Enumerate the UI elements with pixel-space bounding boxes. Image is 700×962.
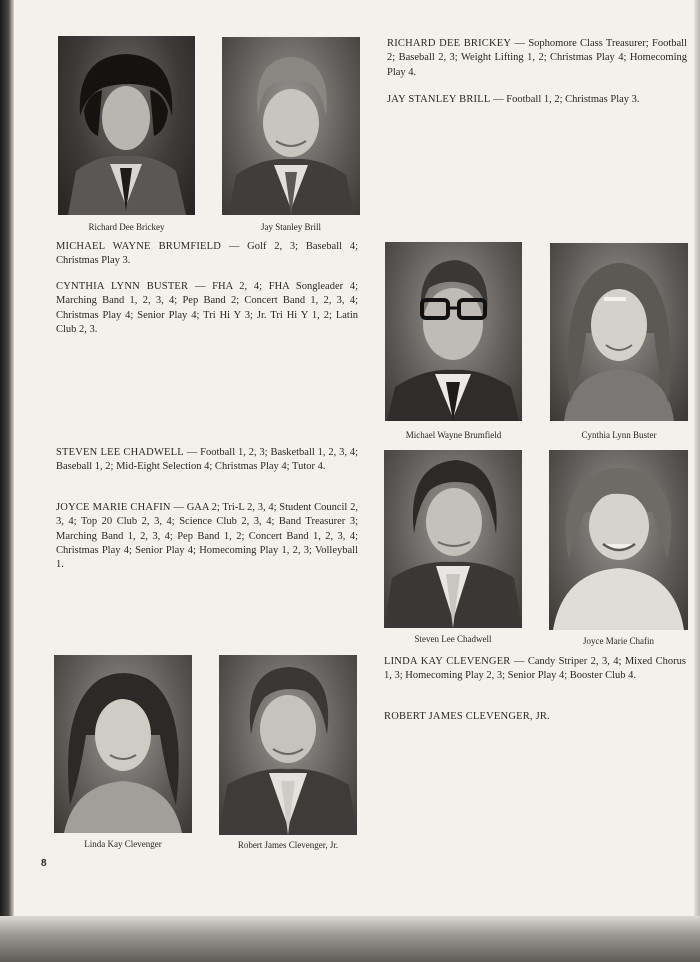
bio-name: ROBERT JAMES CLEVENGER, JR. xyxy=(384,711,550,722)
portrait-photo-buster xyxy=(550,243,688,421)
portrait-photo-robert-clevenger xyxy=(219,655,357,835)
bio-robert-clevenger xyxy=(384,710,686,724)
bio-text: — Football 1, 2, 3; Basketball 1, 2, 3, 4; Baseball 1, 2; Mid-Eight Selection 4; Christmas Play 4; Tutor 4. xyxy=(56,447,358,473)
page-bottom-shadow xyxy=(0,916,700,962)
bio-name: CYNTHIA LYNN BUSTER xyxy=(56,281,189,292)
bio-name: LINDA KAY CLEVENGER xyxy=(384,656,511,667)
portrait-photo-linda-clevenger xyxy=(54,655,192,833)
bio-text: — Sophomore Class Treasurer; Football 2; Baseball 2, 3; Weight Lifting 1, 2; Christmas Play 4; Homecoming Play 4. xyxy=(387,38,687,78)
bio-buster xyxy=(56,280,358,337)
bio-text: — GAA 2; Tri-L 2, 3, 4; Student Council 2, 3, 4; Top 20 Club 2, 3, 4; Science Club 2, 3, 4; Band Treasurer 3; Marching Band 1, 2, 3, 4; Pep Band 1, 2; Concert Band 1, 2, 3, 4; Christmas Play 4; Senior Play 4; Homecoming Play 1, 2, 3; Volleyball 1. xyxy=(56,502,358,571)
bio-name: STEVEN LEE CHADWELL xyxy=(56,447,184,458)
bio-name: MICHAEL WAYNE BRUMFIELD xyxy=(56,241,222,252)
bio-brumfield xyxy=(56,240,358,269)
bio-chadwell xyxy=(56,446,358,475)
bio-text: — FHA 2, 4; FHA Songleader 4; Marching Band 1, 2, 3, 4; Pep Band 2; Concert Band 1, 2, 3, 4; Christmas Play 4; Senior Play 4; Tri Hi Y 3; Jr. Tri Hi Y 1, 2; Latin Club 2, 3. xyxy=(56,281,358,335)
bio-brickey xyxy=(387,37,687,80)
bio-text: — Candy Striper 2, 3, 4; Mixed Chorus 1, 3; Homecoming Play 2, 3; Senior Play 4; Booster Club 4. xyxy=(384,656,686,682)
caption-chadwell: Steven Lee Chadwell xyxy=(414,634,492,644)
bio-text: — Golf 2, 3; Baseball 4; Christmas Play 3. xyxy=(56,241,358,267)
page-edge xyxy=(694,0,700,916)
portrait-photo-chadwell xyxy=(384,450,522,628)
book-binding-shadow xyxy=(0,0,14,962)
bio-linda-clevenger xyxy=(384,655,686,684)
portrait-photo-brumfield xyxy=(385,242,522,421)
bio-brill xyxy=(387,93,687,107)
bio-name: JAY STANLEY BRILL xyxy=(387,94,491,105)
portrait-photo-chafin xyxy=(549,450,688,630)
bio-text: — Football 1, 2; Christmas Play 3. xyxy=(490,94,640,105)
bio-name: RICHARD DEE BRICKEY xyxy=(387,38,512,49)
bio-chafin xyxy=(56,501,358,572)
caption-brickey: Richard Dee Brickey xyxy=(88,222,165,232)
caption-brumfield: Michael Wayne Brumfield xyxy=(405,430,502,440)
caption-chafin: Joyce Marie Chafin xyxy=(583,636,654,646)
caption-buster: Cynthia Lynn Buster xyxy=(581,430,657,440)
page-number: 8 xyxy=(41,858,47,869)
portrait-photo-brickey xyxy=(58,36,195,215)
caption-brill: Jay Stanley Brill xyxy=(261,222,321,232)
bio-name: JOYCE MARIE CHAFIN xyxy=(56,502,171,513)
caption-linda-clevenger: Linda Kay Clevenger xyxy=(84,839,162,849)
caption-robert-clevenger: Robert James Clevenger, Jr. xyxy=(237,840,339,850)
portrait-photo-brill xyxy=(222,37,360,215)
